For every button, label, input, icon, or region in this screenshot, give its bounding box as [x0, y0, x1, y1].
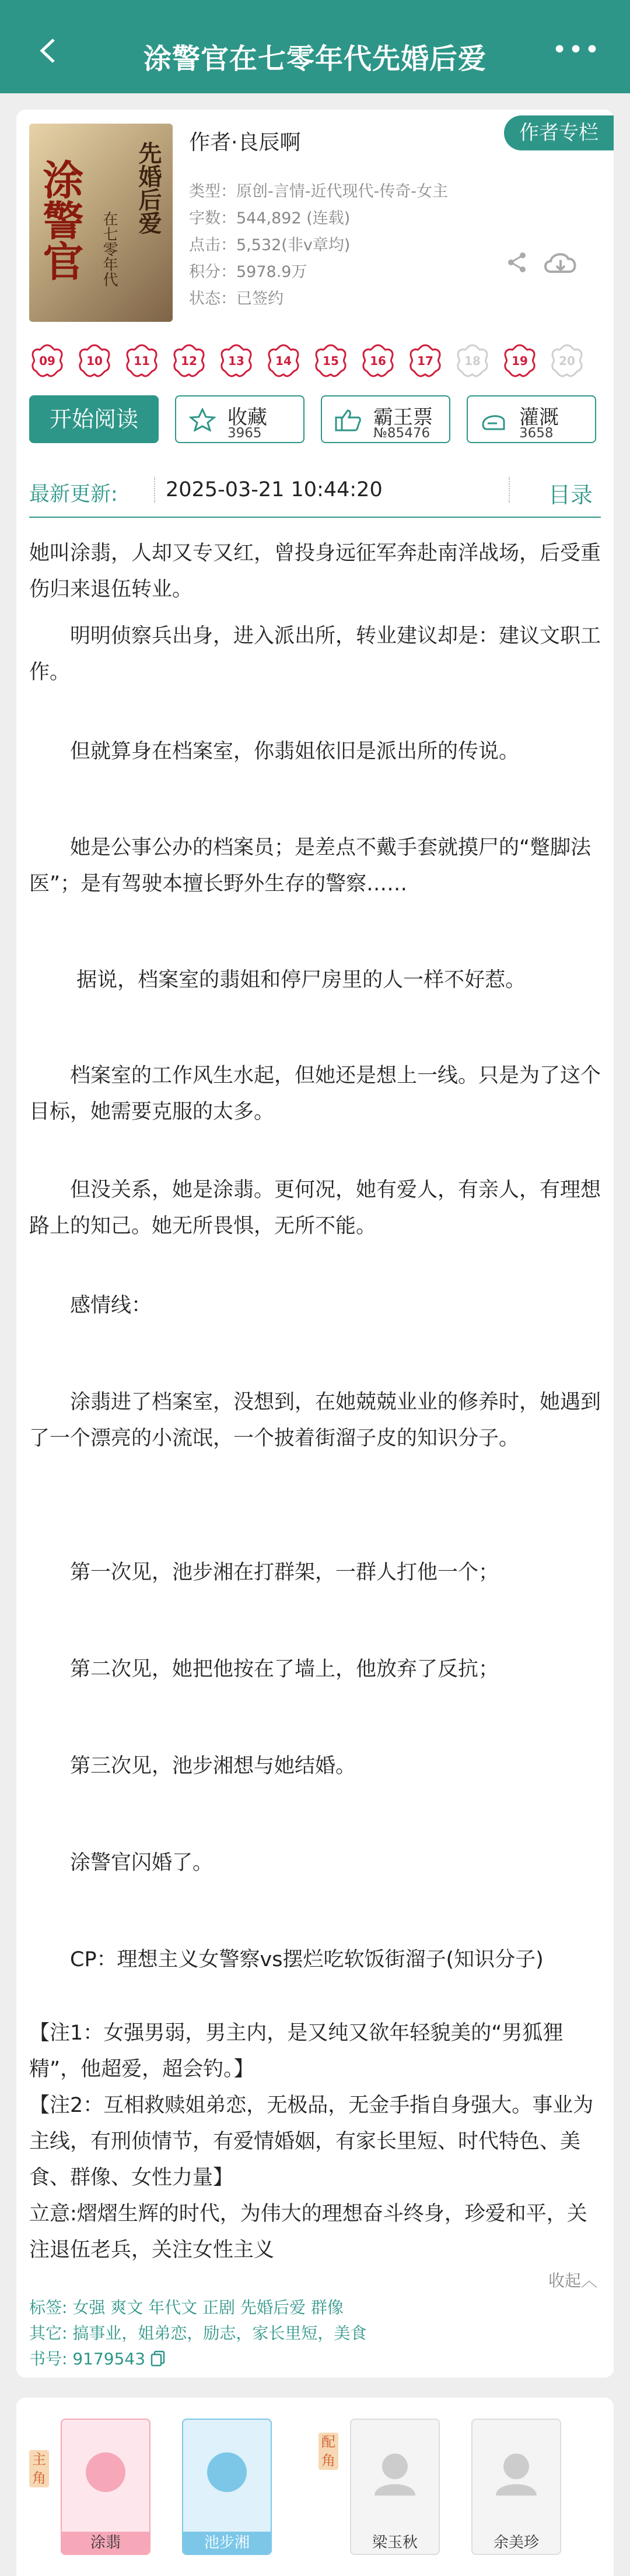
book-id-line	[29, 2346, 166, 2370]
click-count: 点击：5,532(非v章均)	[189, 236, 351, 254]
intro-paragraph: 第一次见，池步湘在打群架，一群人打他一个；	[29, 1561, 499, 1584]
collect-count: 3965	[228, 426, 262, 441]
flower-number: 19	[512, 354, 528, 368]
bawang-label: 霸王票	[373, 406, 433, 429]
intro-paragraph: 据说，档案室的翡姐和停尸房里的人一样不好惹。	[29, 968, 526, 992]
flower-number: 16	[370, 354, 386, 368]
intro-paragraph: 涂警官闪婚了。	[29, 1851, 214, 1875]
intro-paragraph: 但就算身在档案室，你翡姐依旧是派出所的传说。	[29, 740, 520, 763]
character-name: 梁玉秋	[372, 2534, 418, 2552]
flower-number: 10	[86, 354, 103, 368]
character-name: 池步湘	[183, 2532, 271, 2554]
author-name[interactable]: 作者·良辰啊	[189, 131, 301, 155]
collect-button[interactable]	[175, 395, 304, 443]
flower-number: 18	[464, 354, 481, 368]
intro-paragraph: CP：理想主义女警察vs摆烂吃软饭街溜子(知识分子)	[29, 1948, 544, 1971]
intro-paragraph: 但没关系，她是涂翡。更何况，她有爱人，有亲人，有理想路上的知己。她无所畏惧，无所不能。	[29, 1178, 601, 1238]
intro-paragraph: 涂翡进了档案室，没想到，在她兢兢业业的修养时，她遇到了一个漂亮的小流氓，一个披着街溜子皮的知识分子。	[29, 1391, 601, 1450]
flower-number: 17	[417, 354, 433, 368]
book-id-label: 书号:	[29, 2349, 68, 2368]
copy-icon[interactable]	[150, 2350, 166, 2367]
flower-badge	[313, 343, 349, 379]
thumb-up-icon	[335, 408, 362, 431]
word-count: 字数：544,892 (连载)	[189, 209, 351, 227]
tag-line	[29, 2295, 344, 2318]
flower-number: 13	[228, 354, 244, 368]
start-reading-button[interactable]: 开始阅读	[29, 395, 159, 443]
tag-values[interactable]: 女强 爽文 年代文 正剧 先婚后爱 群像	[72, 2298, 344, 2317]
flower-badge	[218, 343, 254, 379]
update-label: 最新更新:	[29, 483, 118, 506]
flower-number: 14	[275, 354, 292, 368]
water-button[interactable]	[467, 395, 596, 443]
collect-label: 收藏	[228, 406, 267, 429]
flower-number: 09	[39, 354, 55, 368]
bawang-count: №85476	[373, 426, 430, 441]
intro-paragraph: 第三次见，池步湘想与她结婚。	[29, 1754, 356, 1778]
character-card[interactable]	[182, 2419, 272, 2555]
water-label: 灌溉	[519, 406, 559, 429]
top-bar	[0, 0, 630, 93]
water-count: 3658	[519, 426, 554, 441]
flower-number: 15	[323, 354, 339, 368]
intro-note: 【注2：互相救赎姐弟恋，无极品，无金手指自身强大。事业为主线，有刑侦情节，有爱情婚姻，有家长里短、时代特色、美食、群像、女性力量】	[29, 2094, 594, 2189]
flower-number: 20	[559, 354, 575, 368]
bawang-button[interactable]	[321, 395, 450, 443]
character-avatar	[473, 2420, 560, 2531]
intro-paragraph: 第二次见，她把他按在了墙上，他放弃了反抗；	[29, 1658, 499, 1681]
book-id-value: 9179543	[72, 2349, 146, 2368]
intro-note: 【注1：女强男弱，男主内，是又纯又欲年轻貌美的“男狐狸精”，他超爱，超会钓。】	[29, 2022, 564, 2081]
update-time: 2025-03-21 10:44:20	[166, 478, 383, 501]
divider	[154, 477, 159, 503]
watering-icon	[481, 408, 508, 431]
download-icon[interactable]	[542, 248, 579, 278]
roles-card	[16, 2398, 614, 2576]
flower-badge	[124, 343, 160, 379]
author-column-button[interactable]: 作者专栏	[504, 115, 614, 150]
other-label: 其它:	[29, 2324, 68, 2343]
intro-paragraph: 档案室的工作风生水起，但她还是想上一线。只是为了这个目标，她需要克服的太多。	[29, 1064, 601, 1124]
character-name: 余美珍	[493, 2534, 539, 2552]
book-type: 类型：原创-言情-近代现代-传奇-女主	[189, 183, 448, 201]
flower-badge	[76, 343, 113, 379]
flower-number: 12	[181, 354, 197, 368]
star-icon	[189, 408, 216, 431]
flower-number: 11	[134, 354, 150, 368]
character-card[interactable]	[471, 2419, 561, 2555]
intro-paragraph: 感情线：	[29, 1294, 152, 1317]
cover-big-title: 涂警官	[36, 159, 85, 281]
cover-subtitle: 在七零年代	[100, 211, 118, 287]
book-info-card	[16, 110, 614, 2378]
sign-status: 状态：已签约	[189, 290, 284, 308]
intro-paragraph: 她是公事公办的档案员；是差点不戴手套就摸尸的“蹩脚法医”；是有驾驶本擅长野外生存的警察……	[29, 836, 592, 896]
book-cover[interactable]	[29, 124, 173, 322]
more-icon[interactable]: •••	[552, 35, 601, 65]
flower-badge	[360, 343, 396, 379]
main-role-tag: 主角	[29, 2450, 49, 2487]
intro-paragraph: 她叫涂翡，人却又专又红，曾投身远征军奔赴南洋战场，后受重伤归来退伍转业。	[29, 542, 601, 601]
divider	[509, 477, 513, 503]
character-avatar	[62, 2420, 149, 2531]
flower-badge	[502, 343, 538, 379]
points: 积分：5978.9万	[189, 263, 307, 281]
character-avatar	[183, 2420, 271, 2531]
toc-link[interactable]: 目录	[548, 482, 593, 508]
collapse-button[interactable]: 收起︿	[548, 2271, 597, 2290]
intro-paragraph: 明明侦察兵出身，进入派出所，转业建议却是：建议文职工作。	[29, 624, 601, 684]
character-name: 涂翡	[62, 2532, 149, 2554]
flower-badge	[265, 343, 302, 379]
divider	[29, 517, 601, 518]
page-title: 涂警官在七零年代先婚后爱	[143, 43, 487, 75]
character-card[interactable]	[350, 2419, 440, 2555]
other-line	[29, 2321, 366, 2344]
flower-badge	[171, 343, 207, 379]
flower-badge	[29, 343, 65, 379]
support-role-tag: 配角	[318, 2433, 338, 2470]
intro-theme: 立意:熠熠生辉的时代，为伟大的理想奋斗终身，珍爱和平，关注退伍老兵，关注女性主义	[29, 2202, 587, 2262]
character-card[interactable]	[61, 2419, 150, 2555]
cover-title: 先婚后爱	[135, 141, 162, 234]
flower-badge	[407, 343, 443, 379]
share-icon[interactable]	[506, 252, 527, 273]
flower-badge	[549, 343, 585, 379]
character-avatar	[351, 2420, 439, 2531]
flower-badge	[454, 343, 491, 379]
other-values: 搞事业，姐弟恋，励志，家长里短，美食	[72, 2324, 367, 2343]
tag-label: 标签:	[29, 2298, 68, 2317]
